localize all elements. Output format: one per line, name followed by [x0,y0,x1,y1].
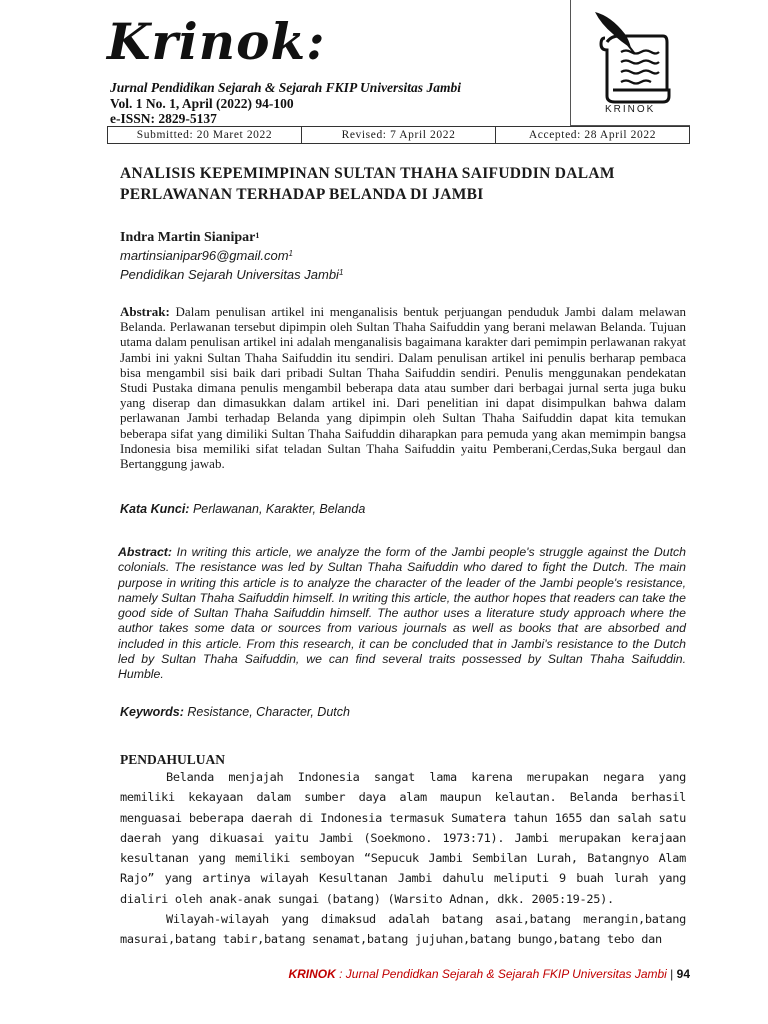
footer-brand: KRINOK [288,967,336,981]
footer-journal: : Jurnal Pendidkan Sejarah & Sejarah FKIP Universitas Jambi [335,967,667,981]
keywords-english [120,704,350,720]
author-name-text: Indra Martin Sianipar [120,230,256,245]
keywords-id-label: Kata Kunci: [120,502,190,516]
author-marker: 1 [255,231,260,240]
author-email-text[interactable]: martinsianipar96@gmail.com [120,248,289,263]
email-marker: 1 [288,249,293,258]
body-paragraph: Wilayah-wilayah yang dimaksud adalah batang asai,batang merangin,batang masurai,batang tabir,batang senamat,batang jujuhan,batang bungo,batang tebo dan [120,912,686,947]
journal-issn: e-ISSN: 2829-5137 [110,111,217,126]
revised-date: Revised: 7 April 2022 [302,127,496,143]
author-email [120,247,293,264]
publication-dates [107,126,690,144]
page-footer [288,966,690,982]
journal-volume: Vol. 1 No. 1, April (2022) 94-100 [110,96,294,111]
logo-text: KRINOK [605,104,656,115]
abstract-en-label: Abstract: [118,545,172,559]
affiliation-marker: 1 [338,268,344,277]
submitted-date: Submitted: 20 Maret 2022 [108,127,302,143]
footer-separator: | [666,967,677,981]
abstract-english [118,545,686,683]
abstract-en-text: In writing this article, we analyze the form of the Jambi people's struggle against the Dutch colonials. The resistance was led by Sultan Thaha Saifuddin who dared to fight the Dutch. The main purpose in writing this article is to analyze the character of the leader of the Jambi people's resistance, namely Sultan Thaha Saifuddin himself. In writing this article, the author hopes that readers can take the good side of Sultan Thaha Saifuddin himself. The author uses a literature study approach where the author takes some data or sources from various journals as well as books that are absorbed and included in this article. From this research, it can be concluded that in Jambi's resistance to the Dutch led by Sultan Thaha Saifuddin, we can find several traits possessed by Sultan Thaha Saifuddin. Humble. [118,545,687,682]
keywords-id-text: Perlawanan, Karakter, Belanda [192,502,366,516]
author-name [120,229,259,247]
author-affiliation [120,266,343,283]
scroll-quill-logo-icon [591,8,671,104]
keywords-indonesian [120,501,365,517]
page-number: 94 [676,967,690,981]
abstract-indonesian [120,304,686,471]
accepted-date: Accepted: 28 April 2022 [528,129,657,141]
abstract-id-label: Abstrak: [120,304,170,319]
abstract-id-text: Dalam penulisan artikel ini menganalisis bentuk perjuangan penduduk Jambi dalam melawan Belanda. Perlawanan tersebut dipimpin oleh Sultan Thaha Saifuddin yang berani melawan Belanda. Tujuan utama dalam penulisan artikel ini adalah menganalisis bagaimana karakter dari pemimpin perlawanan rakyat Jambi ini yakni Sultan Thaha Saifuddin itu sendiri. Dalam penulisan artikel ini penulis berharap pembaca bisa mengambil sisi baik dari pribadi Sultan Thaha Saifuddin sendiri. Penulis menggunakan pendekatan Studi Pustaka dimana penulis mengambil beberapa data atau sumber dari berbagai jurnal serta juga buku yang diserap dan dimasukkan dalam artikel ini. Dari penelitian ini dapat disimpulkan bahwa dalam perlawanan Jambi terhadap Belanda yang dipimpin oleh Sultan Thaha Saifuddin dapat kita temukan beberapa sifat yang dimiliki Sultan Thaha Saifuddin diharapkan para pemuda yang akan memimpin bangsa Indonesia bisa memiliki sifat teladan Sultan Thaha Saifuddin yaitu Pemberani,Cerdas,Suka bergaul dan Bertanggung jawab. [120,304,686,472]
journal-name: Krinok: [107,12,326,71]
article-title: ANALISIS KEPEMIMPINAN SULTAN THAHA SAIFUDDIN DALAM PERLAWANAN TERHADAP BELANDA DI JAMBI [120,165,615,203]
keywords-en-label: Keywords: [120,705,184,719]
journal-logo [570,0,690,126]
section-heading: PENDAHULUAN [120,752,226,767]
journal-subtitle: Jurnal Pendidikan Sejarah & Sejarah FKIP Universitas Jambi [110,80,461,95]
author-affiliation-text: Pendidikan Sejarah Universitas Jambi [120,267,339,282]
body-paragraph: Belanda menjajah Indonesia sangat lama karena merupakan negara yang memiliki kekayaan dalam sumber daya alam maupun kelautan. Belanda berhasil menguasai beberapa daerah di Indonesia termasuk Sumatera tahun 1655 dan salah satu daerah yang dikuasai yaitu Jambi (Soekmono. 1973:71). Jambi merupakan kerajaan kesultanan yang memiliki semboyan “Sepucuk Jambi Sembilan Lurah, Batangnyo Alam Rajo” yang artinya wilayah Kesultanan Jambi dahulu meliputi 9 buah lurah yang dialiri oleh anak-anak sungai (batang) (Warsito Adnan, dkk. 2005:19-25). [120,770,686,906]
keywords-en-text: Resistance, Character, Dutch [187,705,350,719]
